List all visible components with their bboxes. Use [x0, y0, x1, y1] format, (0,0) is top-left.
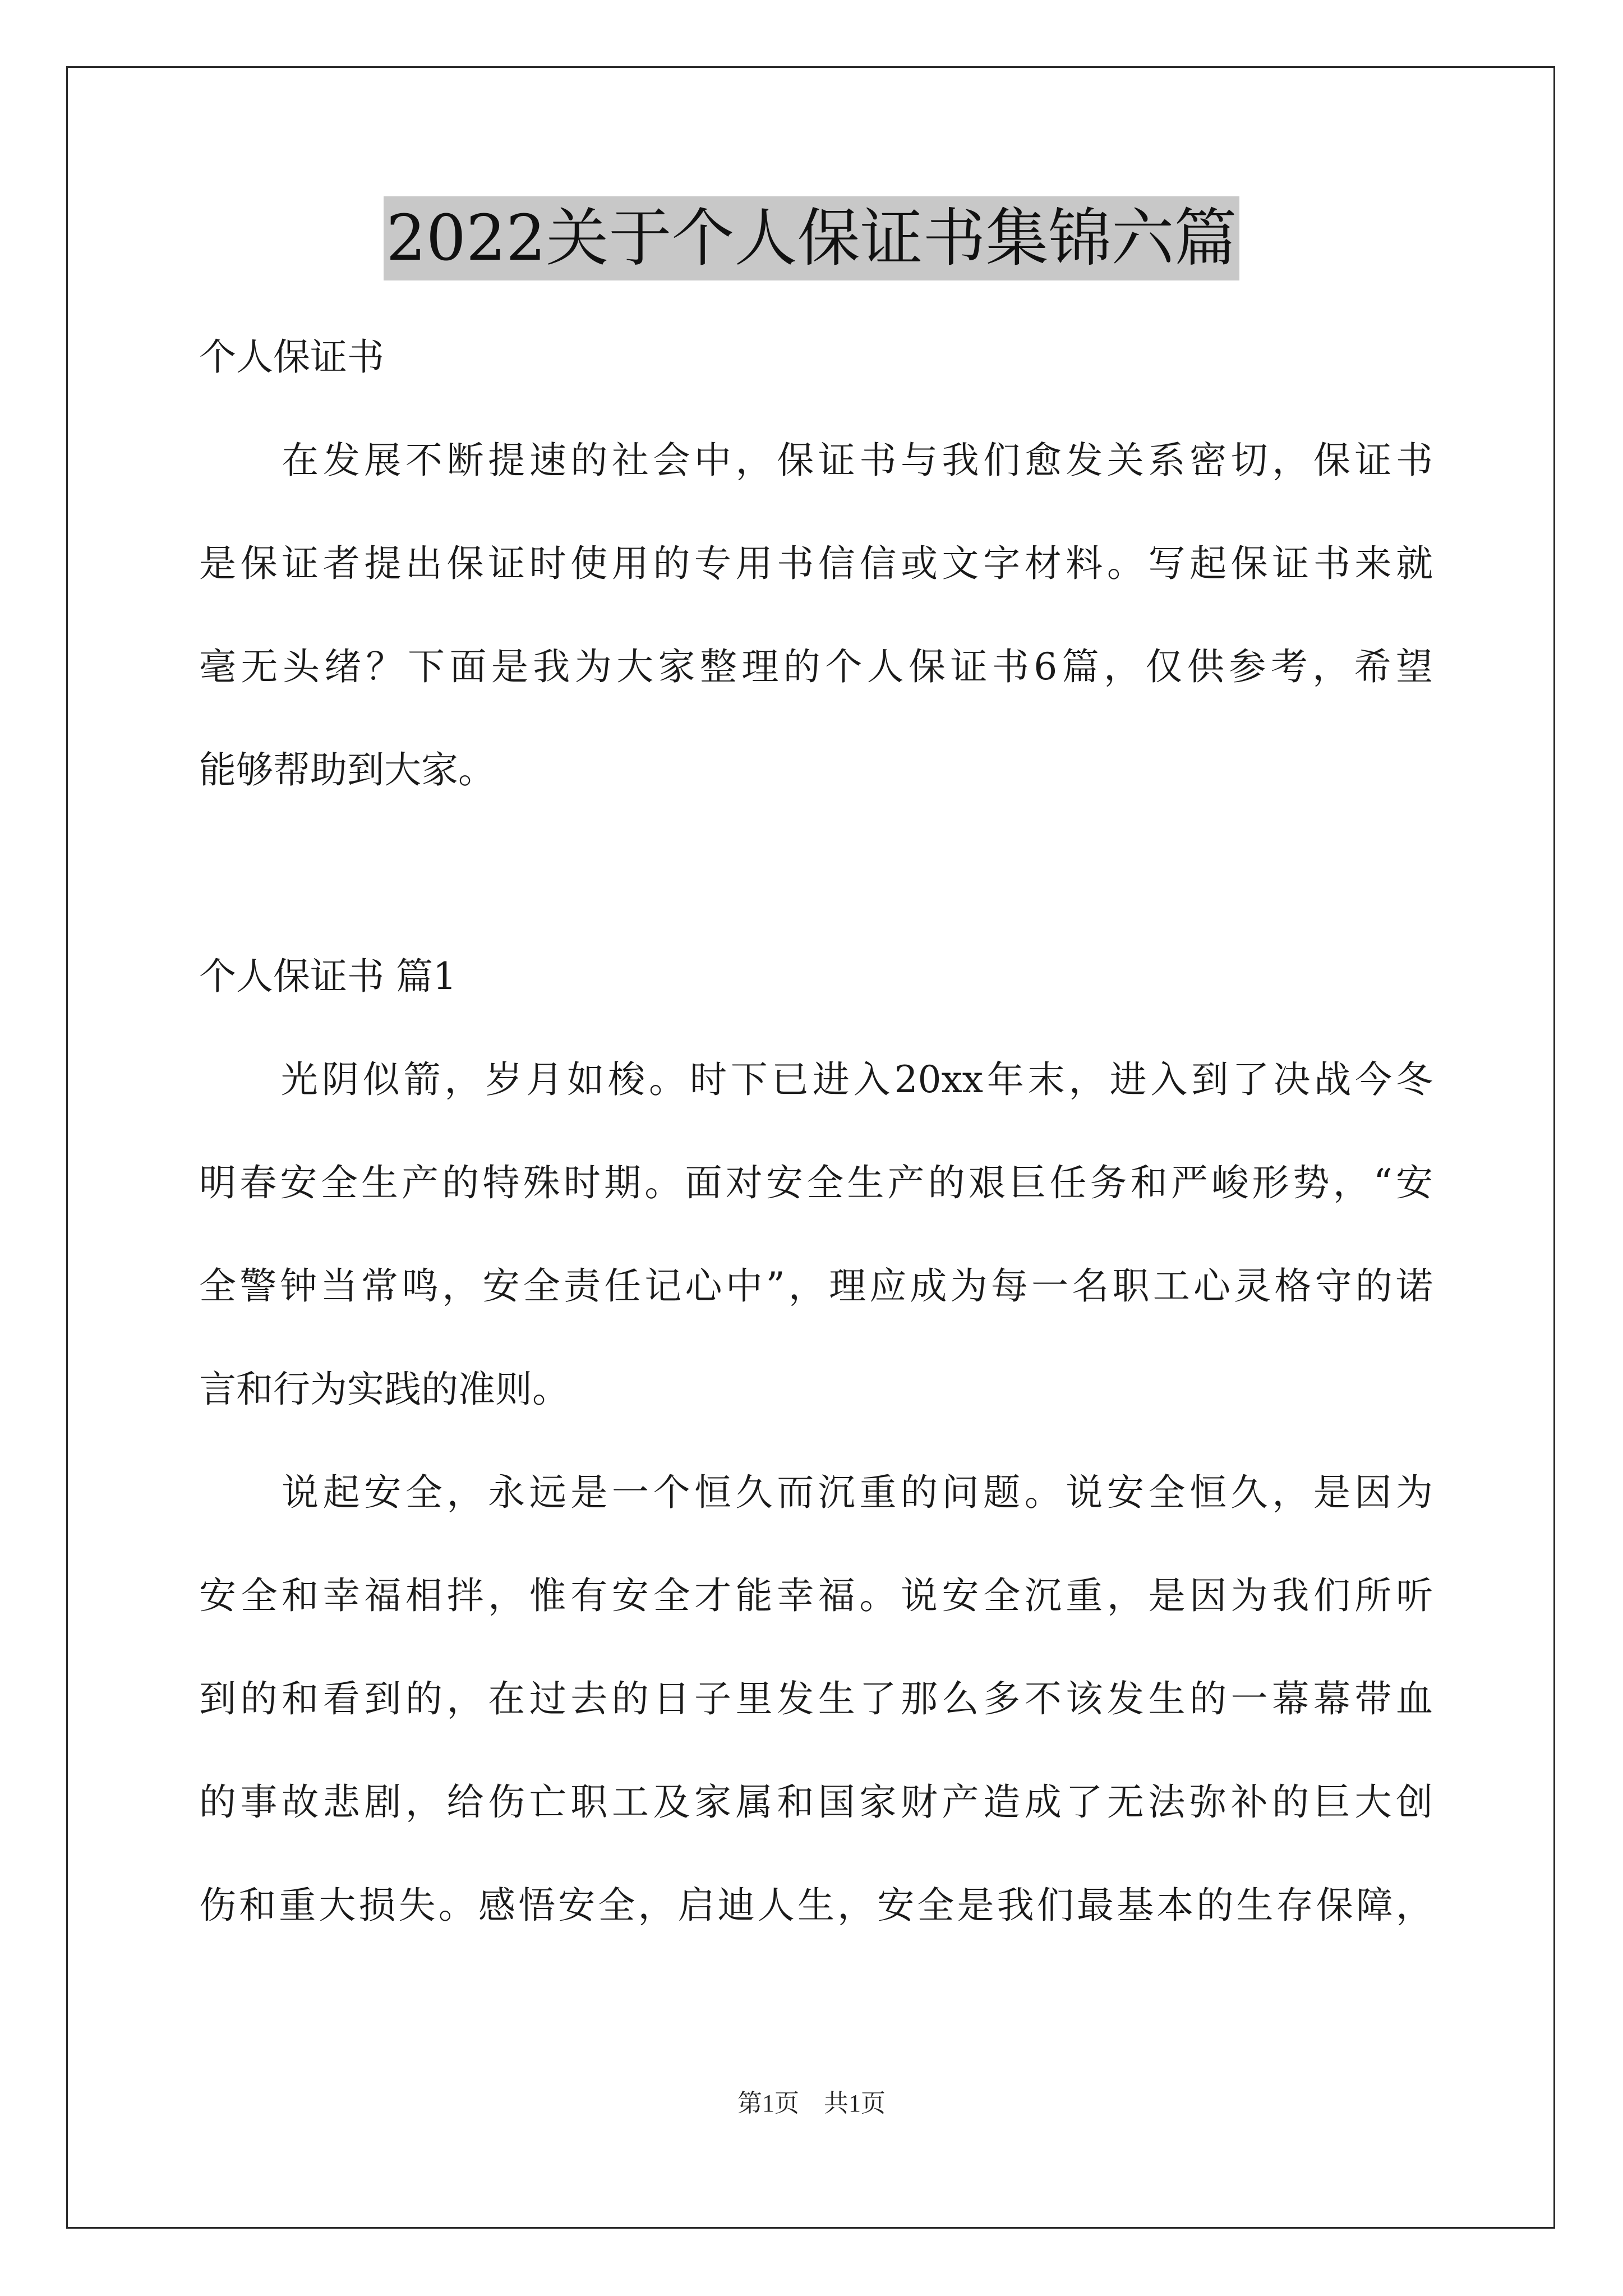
section-heading: 个人保证书 篇1	[199, 955, 457, 998]
paragraph-line: 安全和幸福相拌，惟有安全才能幸福。说安全沉重，是因为我们所听	[199, 1574, 1433, 1617]
paragraph-line: 的事故悲剧，给伤亡职工及家属和国家财产造成了无法弥补的巨大创	[199, 1780, 1433, 1824]
paragraph-line: 到的和看到的，在过去的日子里发生了那么多不该发生的一幕幕带血	[199, 1677, 1433, 1720]
paragraph-line: 伤和重大损失。感悟安全，启迪人生，安全是我们最基本的生存保障，	[199, 1884, 1433, 1927]
section-heading: 个人保证书	[199, 335, 384, 379]
paragraph-line: 全警钟当常鸣，安全责任记心中”，理应成为每一名职工心灵格守的诺	[199, 1264, 1433, 1308]
title-container	[0, 196, 1623, 280]
document-title: 2022关于个人保证书集锦六篇	[384, 196, 1239, 280]
paragraph-line: 言和行为实践的准则。	[199, 1368, 569, 1411]
paragraph-line: 在发展不断提速的社会中，保证书与我们愈发关系密切，保证书	[199, 439, 1433, 482]
paragraph-line: 毫无头绪？下面是我为大家整理的个人保证书6篇，仅供参考，希望	[199, 645, 1433, 688]
paragraph-line: 是保证者提出保证时使用的专用书信信或文字材料。写起保证书来就	[199, 542, 1433, 585]
paragraph-line: 明春安全生产的特殊时期。面对安全生产的艰巨任务和严峻形势，“安	[199, 1161, 1433, 1204]
page-footer: 第1页 共1页	[737, 2090, 886, 2117]
section-spacer	[199, 822, 1433, 925]
paragraph-line: 说起安全，永远是一个恒久而沉重的问题。说安全恒久，是因为	[199, 1471, 1433, 1514]
document-body	[199, 306, 1433, 1957]
paragraph-line: 光阴似箭，岁月如梭。时下已进入20xx年末，进入到了决战今冬	[199, 1058, 1433, 1101]
paragraph-line: 能够帮助到大家。	[199, 748, 495, 792]
